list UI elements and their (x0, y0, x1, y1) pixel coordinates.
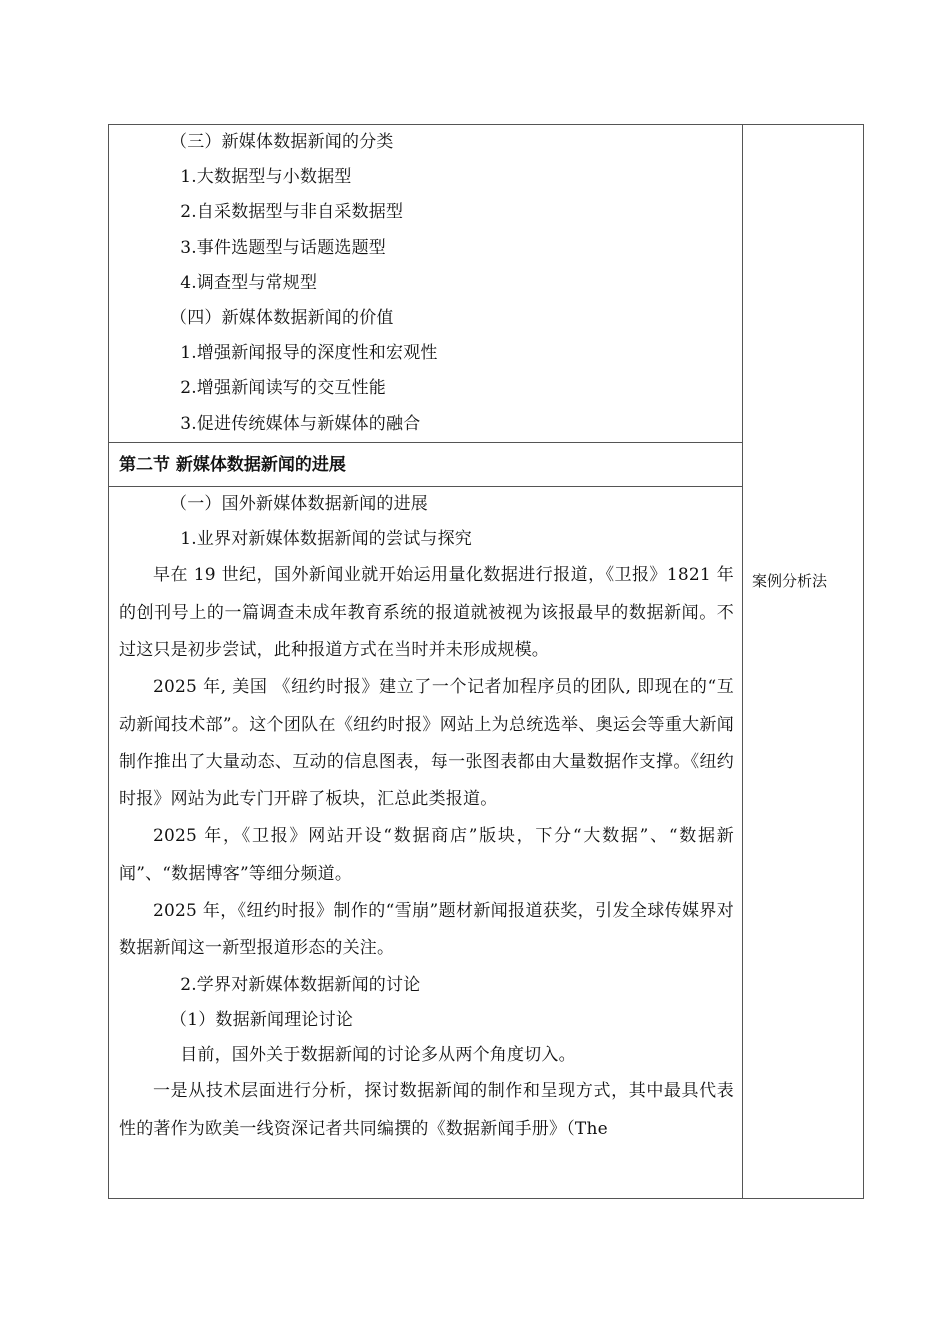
subsection-heading: （三）新媒体数据新闻的分类 (170, 132, 394, 152)
content-column (109, 125, 743, 1198)
list-item: 4.调查型与常规型 (180, 272, 318, 293)
list-item: 1.增强新闻报导的深度性和宏观性 (180, 343, 438, 364)
progress-content-cell (109, 487, 742, 1198)
method-column (743, 125, 863, 1198)
list-item: 1.大数据型与小数据型 (180, 167, 352, 188)
list-item: 3.事件选题型与话题选题型 (180, 237, 387, 258)
body-paragraph: 2025 年，《卫报》网站开设“数据商店”版块，下分“大数据”、“数据新闻”、“数据博客”等细分频道。 (119, 826, 734, 884)
list-item: 目前，国外关于数据新闻的讨论多从两个角度切入。 (180, 1045, 576, 1066)
classification-and-value-list (109, 125, 742, 442)
list-item: 1.业界对新媒体数据新闻的尝试与探究 (180, 529, 473, 550)
subsection-heading: （一）国外新媒体数据新闻的进展 (170, 494, 428, 514)
subsection-heading: （四）新媒体数据新闻的价值 (170, 308, 394, 329)
subsection-heading: （1）数据新闻理论讨论 (170, 1009, 354, 1030)
section-heading-cell (109, 443, 742, 487)
body-paragraph: 2025 年，《纽约时报》制作的“雪崩”题材新闻报道获奖，引发全球传媒界对数据新闻这一新型报道形态的关注。 (119, 901, 734, 959)
body-paragraph: 2025 年, 美国 《纽约时报》建立了一个记者加程序员的团队, 即现在的“互动新闻技术部”。这个团队在《纽约时报》网站上为总统选举、奥运会等重大新闻制作推出了大量动态、互动的信息图表，每一张图表都由大量数据作支撑。《纽约时报》网站为此专门开辟了板块，汇总此类报道。 (119, 677, 734, 810)
classification-and-value-cell (109, 125, 742, 443)
document-table (108, 124, 864, 1199)
teaching-method-label: 案例分析法 (752, 572, 828, 590)
list-item: 3.促进传统媒体与新媒体的融合 (180, 413, 421, 434)
list-item: 2.自采数据型与非自采数据型 (180, 202, 404, 223)
section-heading: 第二节 新媒体数据新闻的进展 (119, 455, 346, 475)
body-paragraph: 早在 19 世纪，国外新闻业就开始运用量化数据进行报道，《卫报》1821 年的创刊号上的一篇调查未成年教育系统的报道就被视为该报最早的数据新闻。不过这只是初步尝试，此种报道方式在当时并未形成规模。 (119, 565, 734, 660)
list-item: 2.学界对新媒体数据新闻的讨论 (180, 974, 421, 995)
list-item: 2.增强新闻读写的交互性能 (180, 378, 387, 399)
progress-content-list (109, 487, 742, 1148)
body-paragraph: 一是从技术层面进行分析，探讨数据新闻的制作和呈现方式，其中最具代表性的著作为欧美一线资深记者共同编撰的《数据新闻手册》（The (119, 1081, 734, 1139)
